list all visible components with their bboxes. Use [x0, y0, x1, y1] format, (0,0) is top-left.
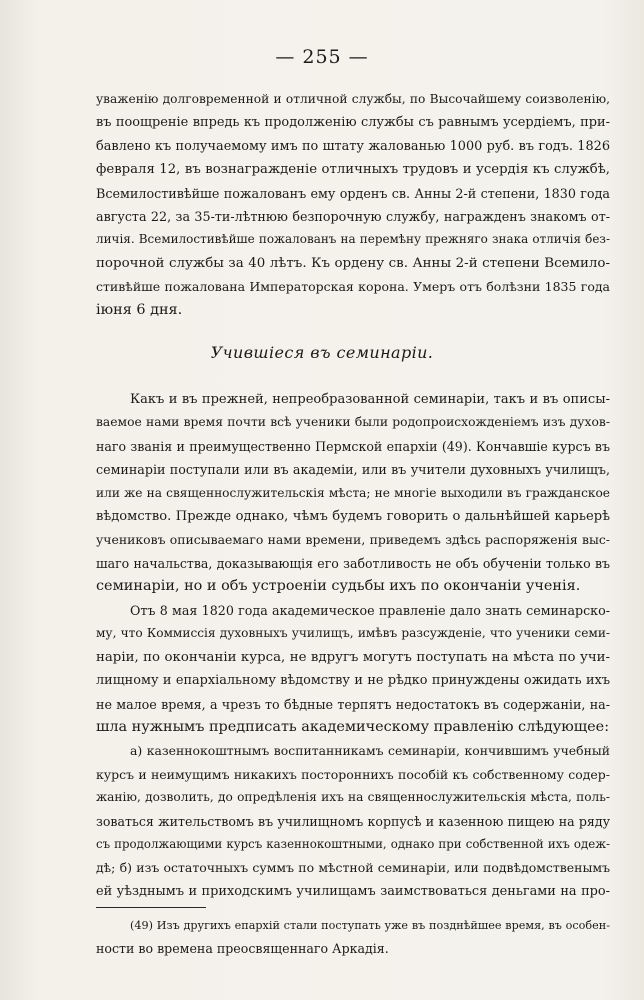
- text-line: ей уѣзднымъ и приходскимъ училищамъ заимствоваться деньгами на про-: [96, 883, 610, 899]
- text-line: уваженію долговременной и отличной службы, по Высочайшему соизволенію,: [96, 92, 610, 106]
- text-line: въ поощреніе впредь къ продолженію службы съ равнымъ усердіемъ, при-: [96, 115, 610, 131]
- text-line: февраля 12, въ вознагражденіе отличныхъ трудовъ и усердія къ службѣ,: [96, 162, 610, 178]
- text-line: порочной службы за 40 лѣтъ. Къ ордену св. Анны 2-й степени Всемило-: [96, 255, 610, 271]
- text-line: учениковъ описываемаго нами времени, приведемъ здѣсь распоряженія выс-: [96, 532, 610, 548]
- footnote-line: ности во времена преосвященнаго Аркадія.: [96, 941, 389, 956]
- text-line: лищному и епархіальному вѣдомству и не рѣдко принуждены ожидать ихъ: [96, 673, 610, 689]
- text-line: бавлено къ получаемому имъ по штату жалованью 1000 руб. въ годъ. 1826: [96, 138, 610, 154]
- text-line: Какъ и въ прежней, непреобразованной семинаріи, такъ и въ описы-: [130, 392, 610, 407]
- footnote-divider: [96, 907, 206, 908]
- footnote-line: (49) Изъ другихъ епархій стали поступать уже въ позднѣйшее время, въ особен-: [130, 919, 610, 932]
- page-number: — 255 —: [275, 46, 369, 68]
- text-line: наго званія и преимущественно Пермской епархіи (49). Кончавшіе курсъ въ: [96, 438, 610, 454]
- text-line: семинаріи, но и объ устроеніи судьбы ихъ по окончаніи ученія.: [96, 578, 581, 595]
- text-line: семинаріи поступали или въ академіи, или въ учители духовныхъ училищъ,: [96, 462, 610, 478]
- text-line: дѣ; б) изъ остаточныхъ суммъ по мѣстной семинаріи, или подвѣдомственымъ: [96, 860, 610, 876]
- paragraph-students: [96, 388, 610, 599]
- text-line: личія. Всемилостивѣйше пожалованъ на перемѣну прежняго знака отличія без-: [96, 232, 610, 247]
- text-line: курсъ и неимущимъ никакихъ постороннихъ пособій къ собственному содер-: [96, 766, 610, 782]
- text-line: не малое время, а чрезъ то бѣдные терпятъ недостатокъ въ содержаніи, на-: [96, 696, 610, 712]
- section-heading: Учившіеся въ семинаріи.: [210, 343, 434, 362]
- text-line: вѣдомство. Прежде однако, чѣмъ будемъ говорить о дальнѣйшей карьерѣ: [96, 508, 610, 524]
- paragraph-decree: [96, 599, 610, 903]
- text-line: съ продолжающими курсъ казеннокоштными, однако при собственной ихъ одеж-: [96, 836, 610, 851]
- text-line: шаго начальства, доказывающія его заботливость не объ обученіи только въ: [96, 555, 610, 571]
- text-line: ваемое нами время почти всѣ ученики были родопроисхожденіемъ изъ духов-: [96, 415, 610, 430]
- text-line: жанію, дозволить, до опредѣленія ихъ на священнослужительскія мѣста, поль-: [96, 790, 610, 805]
- text-line: стивѣйше пожалована Императорская корона. Умеръ отъ болѣзни 1835 года: [96, 279, 610, 295]
- footnote: [96, 914, 610, 960]
- text-line: Всемилостивѣйше пожалованъ ему орденъ св. Анны 2-й степени, 1830 года: [96, 185, 610, 201]
- text-line: наріи, по окончаніи курса, не вдругъ могутъ поступать на мѣста по учи-: [96, 649, 610, 665]
- text-line: а) казеннокоштнымъ воспитанникамъ семинаріи, кончившимъ учебный: [130, 743, 610, 759]
- text-line: августа 22, за 35-ти-лѣтнюю безпорочную службу, награжденъ знакомъ от-: [96, 208, 610, 224]
- paragraph-continued: [96, 88, 610, 322]
- text-line: шла нужнымъ предписать академическому правленію слѣдующее:: [96, 718, 610, 735]
- text-line: іюня 6 дня.: [96, 301, 183, 318]
- text-line: зоваться жительствомъ въ училищномъ корпусѣ и казенною пищею на ряду: [96, 813, 610, 829]
- text-line: Отъ 8 мая 1820 года академическое правленіе дало знать семинарско-: [130, 603, 610, 618]
- text-line: му, что Коммиссія духовныхъ училищъ, имѣвъ разсужденіе, что ученики семи-: [96, 626, 610, 641]
- text-line: или же на священнослужительскія мѣста; не многіе выходили въ гражданское: [96, 485, 610, 500]
